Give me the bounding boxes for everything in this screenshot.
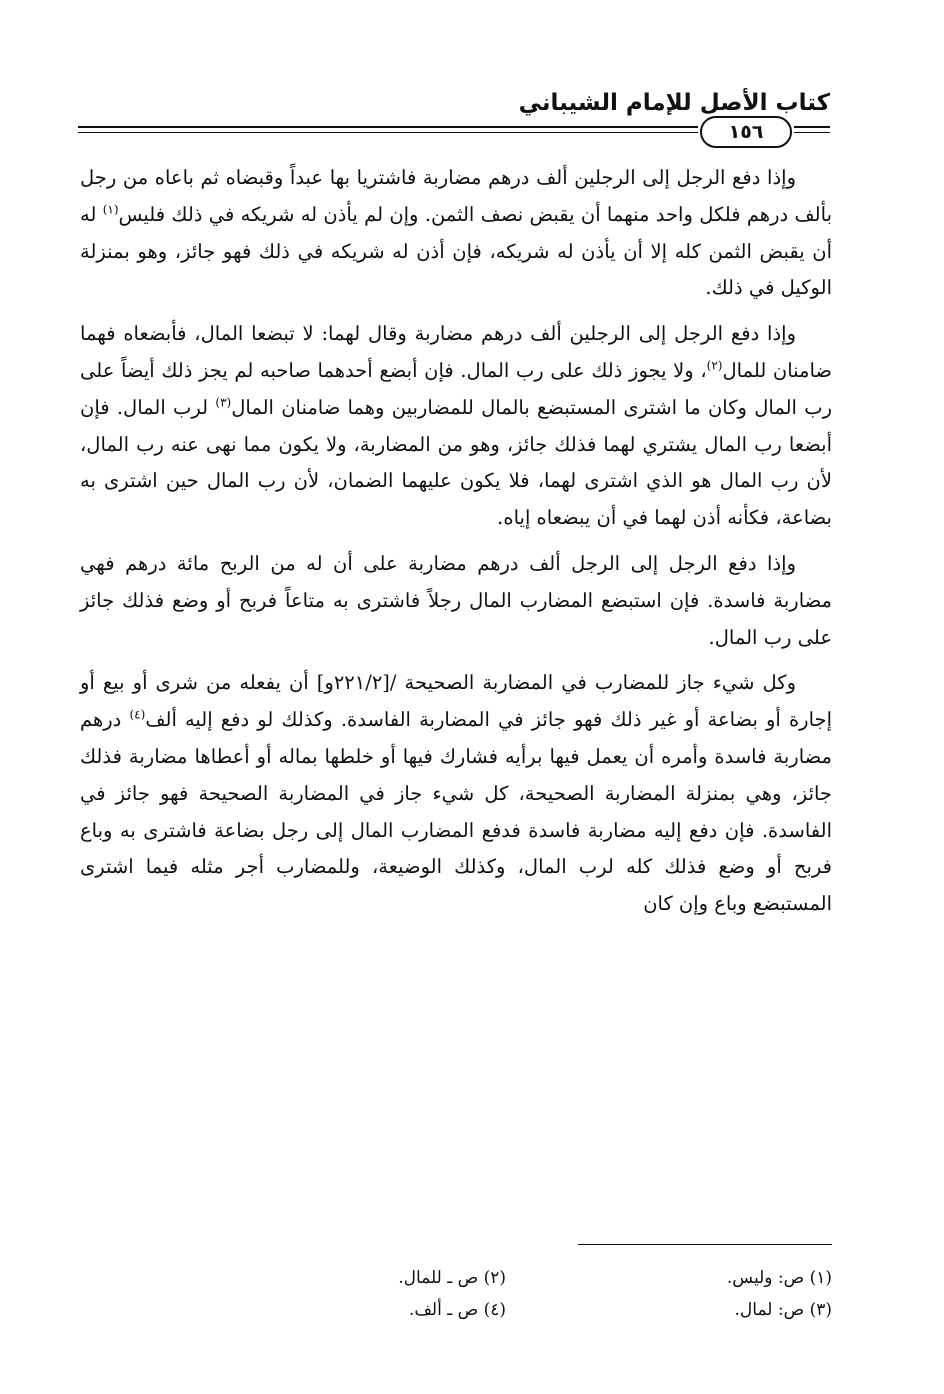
page-number: ١٥٦ [700,116,792,148]
footnote-1: (١) ص: وليس. [726,1268,832,1288]
footnote-3: (٣) ص: لمال. [734,1300,832,1320]
footnote-ref-1: (١) [102,202,119,217]
footnote-row [180,1262,832,1294]
page-header [78,86,830,156]
paragraph-1: وإذا دفع الرجل إلى الرجلين ألف درهم مضاربة فاشتريا بها عبداً وقبضاه ثم باعاه من رجل بألف درهم فلكل واحد منهما أن يقبض نصف الثمن. وإن لم يأذن له شريكه في ذلك فليس$^{(١)}$ له أن يقبض الثمن كله إلا أن يأذن له شريكه، فإن أذن له شريكه في ذلك فهو جائز، وهو بمنزلة الوكيل في ذلك. [80,166,832,300]
paragraph-4: وكل شيء جاز للمضارب في المضاربة الصحيحة /[٢٢١/٢و] أن يفعله من شرى أو بيع أو إجارة أو بضاعة أو غير ذلك فهو جائز في المضاربة الفاسدة. وكذلك لو دفع إليه ألف$^{(٤)}$ درهم مضاربة فاسدة وأمره أن يعمل فيها برأيه فشارك فيها أو خلطها بماله أو أعطاها مضاربة فذلك جائز، وهي بمنزلة المضاربة الصحيحة، كل شيء جاز في المضاربة الصحيحة فهو جائز في الفاسدة. فإن دفع إليه مضاربة فاسدة فدفع المضارب المال إلى رجل بضاعة فاشترى به وباع فربح أو وضع فذلك كله لرب المال، وكذلك الوضيعة، وللمضارب أجر مثله فيما اشترى المستبضع وباع وإن كان [80,671,833,916]
footnote-ref-2: (٢) [706,358,723,373]
footnote-4: (٤) ص ـ ألف. [408,1300,506,1320]
footnote-ref-4: (٤) [129,707,146,722]
footnote-2: (٢) ص ـ للمال. [398,1268,506,1288]
paragraph-2: وإذا دفع الرجل إلى الرجلين ألف درهم مضاربة وقال لهما: لا تبضعا المال، فأبضعاه فهما ضامنان للمال$^{(٢)}$، ولا يجوز ذلك على رب المال. فإن أبضع أحدهما صاحبه لم يجز ذلك أيضاً على رب المال وكان ما اشترى المستبضع بالمال للمضاربين وهما ضامنان المال$^{(٣)}$ لرب المال. فإن أبضعا رب المال يشتري لهما فذلك جائز، وهو من المضاربة، ولا يكون مما نهى عنه رب المال، لأن رب المال هو الذي اشترى لهما، فلا يكون عليهما الضمان، لأن رب المال حين اشترى به بضاعة، فكأنه أذن لهما في أن يبضعاه إياه. [80,322,832,530]
header-rule [78,126,698,128]
header-rule-right [794,126,830,128]
footnote-row [180,1294,832,1326]
footnote-separator [578,1244,832,1245]
footnotes [180,1262,832,1326]
header-rule-right-thin [794,132,830,133]
header-rule-thin [78,132,698,133]
footnote-ref-3: (٣) [215,395,232,410]
book-title: كتاب الأصل للإمام الشيباني [518,90,830,116]
main-text [80,160,832,932]
paragraph-3: وإذا دفع الرجل إلى الرجل ألف درهم مضاربة على أن له من الربح مائة درهم فهي مضاربة فاسدة. فإن استبضع المضارب المال رجلاً فاشترى به متاعاً فربح أو وضع فذلك جائز على رب المال. [80,551,832,649]
